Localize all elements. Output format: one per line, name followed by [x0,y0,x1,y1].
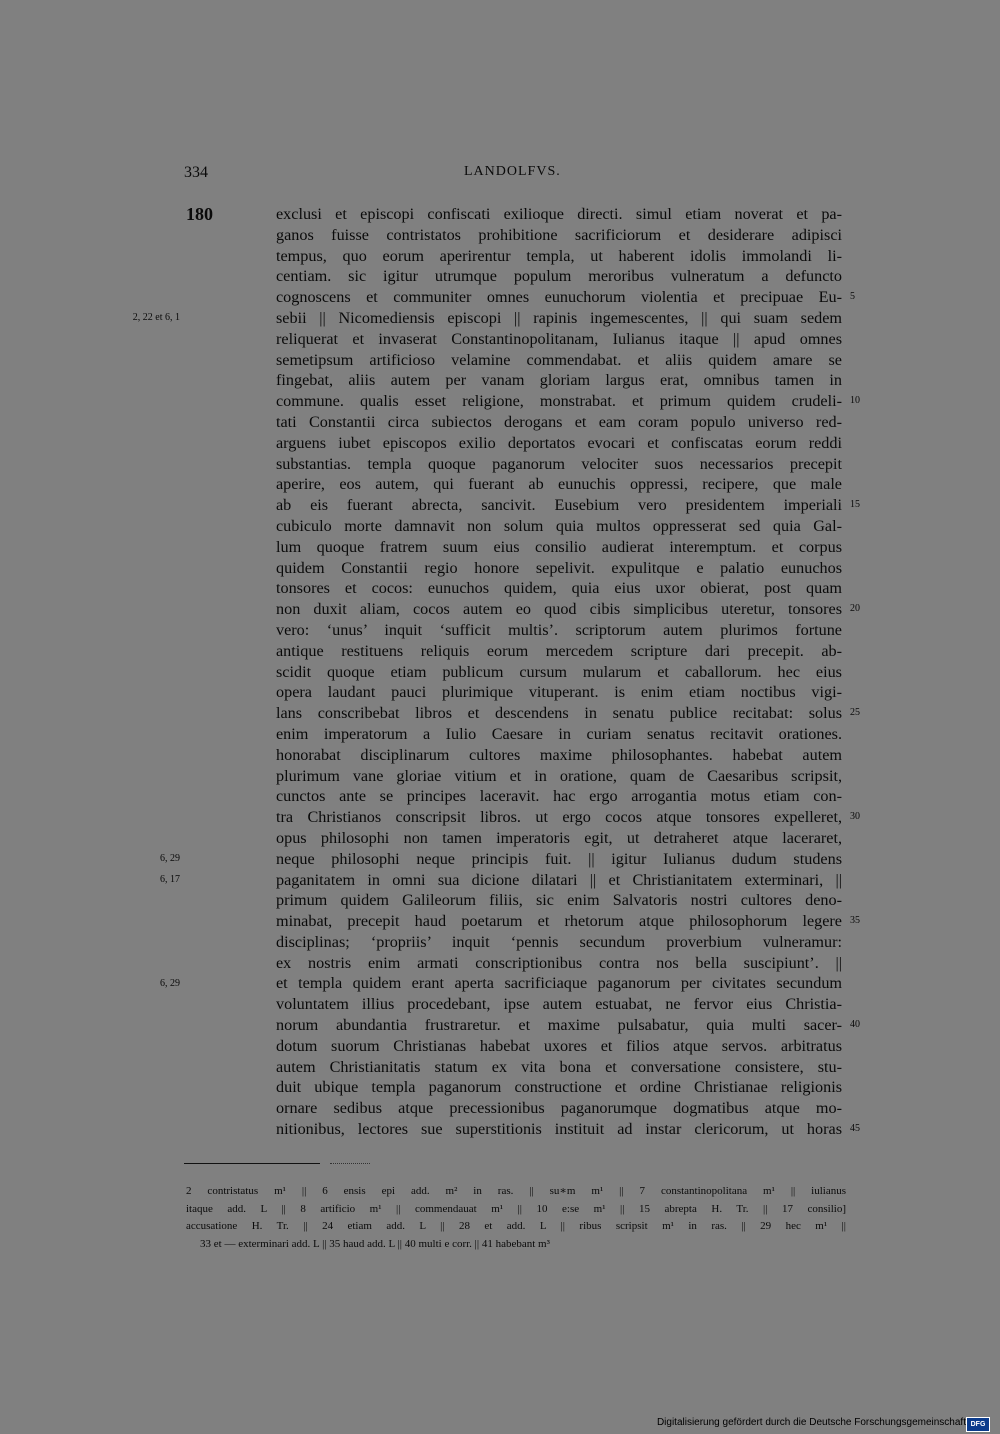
text-line: plurimum vane gloriae vitium et in oratione, quam de Caesaribus scripsit, [276,766,842,785]
text-line: quidem Constantii regio honore sepelivit. expulitque e palatio eunuchos [276,558,842,577]
text-line: lum quoque fratrem suum eius consilio audierat interemptum. et corpus [276,537,842,556]
main-text [276,204,842,1140]
line-number: 5 [850,291,855,303]
credit-text: Digitalisierung gefördert durch die Deutsche Forschungsgemeinschaft [656,1417,966,1428]
text-line: autem Christianitatis statum ex vita bona et conversatione consistere, stu- [276,1057,842,1076]
text-line: honorabat disciplinarum cultores maxime philosophantes. habebat autem [276,745,842,764]
text-line: commune. qualis esset religione, monstrabat. et primum quidem crudeli- [276,392,842,411]
text-line: antique restituens reliquis eorum mercedem scripture dari precepit. ab- [276,641,842,660]
credit-bar [0,1414,1000,1434]
text-line: arguens iubet episcopos exilio deportatos evocari et confiscatas eorum reddi [276,433,842,452]
text-line: opus philosophi non tamen imperatoris egit, ut detraheret atque laceraret, [276,828,842,847]
text-line: ornare sedibus atque precessionibus paganorumque dogmatibus atque mo- [276,1099,842,1118]
critical-apparatus [186,1183,846,1253]
page-number: 334 [184,164,208,181]
margin-reference: 6, 17 [160,873,180,885]
margin-reference: 6, 29 [160,852,180,864]
text-line: substantias. templa quoque paganorum velociter suos necessarios precepit [276,454,842,473]
dfg-logo-icon: DFG [966,1417,990,1432]
line-number: 15 [850,499,860,511]
text-line: neque philosophi neque principis fuit. || igitur Iulianus dudum studens [276,849,842,868]
footnote-rule-dotted [330,1163,370,1164]
text-line: dotum suorum Christianas habebat uxores et filios atque servos. arbitratus [276,1036,842,1055]
text-line: nitionibus, lectores sue superstitionis instituit ad instar clericorum, ut horas [276,1120,842,1139]
text-line: sebii || Nicomediensis episcopi || rapinis ingemescentes, || qui suam sedem [276,308,842,327]
text-line: enim imperatorum a Iulio Caesare in curiam senatus recitavit orationes. [276,724,842,743]
margin-reference: 6, 29 [160,977,180,989]
footnote-line: 33 et — exterminari add. L || 35 haud add. L || 40 multi e corr. || 41 habebant m³ [200,1237,550,1250]
text-line: reliquerat et invaserat Constantinopolitanam, Iulianus itaque || apud omnes [276,329,842,348]
text-line: voluntatem illius procedebant, ipse autem estuabat, ne fervor eius Christia- [276,995,842,1014]
chapter-number: 180 [186,204,213,224]
text-line: paganitatem in omni sua dicione dilatari || et Christianitatem exterminari, || [276,870,842,889]
text-line: norum abundantia frustraretur. et maxime pulsabatur, quia multi sacer- [276,1016,842,1035]
text-line: tra Christianos conscripsit libros. ut ergo cocos atque tonsores expelleret, [276,808,842,827]
footnote-line: 2 contristatus m¹ || 6 ensis epi add. m² in ras. || su∗m m¹ || 7 constantinopolitana m¹ || iulianus [186,1185,846,1197]
text-line: cognoscens et communiter omnes eunuchorum violentia et precipuae Eu- [276,288,842,307]
margin-reference: 2, 22 et 6, 1 [132,312,180,323]
text-line: scidit quoque etiam publicum cursum mularum et caballorum. hec eius [276,662,842,681]
text-line: opera laudant pauci plurimique vituperant. is enim etiam noctibus vigi- [276,683,842,702]
line-number: 40 [850,1019,860,1031]
text-line: tati Constantii circa subiectos derogans et eam coram populo universo red- [276,412,842,431]
text-line: centiam. sic igitur utrumque populum meroribus vulneratum a defuncto [276,267,842,286]
line-number: 35 [850,915,860,927]
line-number: 25 [850,707,860,719]
running-title: LANDOLFVS. [464,164,561,179]
text-line: lans conscribebat libros et descendens in senatu publice recitabat: solus [276,704,842,723]
text-line: cubiculo morte damnavit non solum quia multos oppresserat sed quia Gal- [276,516,842,535]
text-line: fingebat, aliis autem per vanam gloriam largus erat, omnibus tamen in [276,371,842,390]
line-number: 30 [850,811,860,823]
line-number: 45 [850,1123,860,1135]
line-number: 10 [850,395,860,407]
text-line: et templa quidem erant aperta sacrificiaque paganorum per civitates secundum [276,974,842,993]
text-line: non duxit aliam, cocos autem eo quod cibis simplicibus uteretur, tonsores [276,600,842,619]
footnote-line: itaque add. L || 8 artificio m¹ || commendauat m¹ || 10 e:se m¹ || 15 abrepta H. Tr. || 17 consilio] [186,1202,846,1215]
footnote-line: accusatione H. Tr. || 24 etiam add. L || 28 et add. L || ribus scripsit m¹ in ras. || 29 hec m¹ || [186,1220,846,1232]
text-line: disciplinas; ‘propriis’ inquit ‘pennis secundum proverbium vulneramur: [276,932,842,951]
text-line: cunctos ante se principes laceravit. hac ergo arrogantia motus etiam con- [276,787,842,806]
text-line: ganos fuisse contristatos prohibitione sacrificiorum et desiderare adipisci [276,225,842,244]
text-line: exclusi et episcopi confiscati exilioque directi. simul etiam noverat et pa- [276,205,842,223]
text-line: primum quidem Galileorum filiis, sic enim Salvatoris nostri cultores deno- [276,891,842,910]
text-line: duit ubique templa paganorum constructione et ordine Christianae religionis [276,1078,842,1097]
text-line: aperire, eos autem, qui fuerant ab eunuchis oppressi, recipere, que male [276,475,842,494]
line-number: 20 [850,603,860,615]
text-line: ab eis fuerant abrecta, sancivit. Eusebium vero presidentem imperiali [276,496,842,515]
text-line: semetipsum artificioso velamine commendabat. et aliis quidem amare se [276,350,842,369]
text-line: vero: ‘unus’ inquit ‘sufficit multis’. scriptorum autem plurimos fortune [276,620,842,639]
text-line: ex nostris enim armati conscriptionibus contra nos bella suscipiunt’. || [276,953,842,972]
text-line: tempus, quo eorum aperirentur templa, ut haberent idolis immolandi li- [276,246,842,265]
text-line: minabat, precepit haud poetarum et rhetorum atque philosophorum legere [276,912,842,931]
text-line: tonsores et cocos: eunuchos quidem, quia eius uxor obierat, post quam [276,579,842,598]
footnote-rule [184,1163,320,1164]
